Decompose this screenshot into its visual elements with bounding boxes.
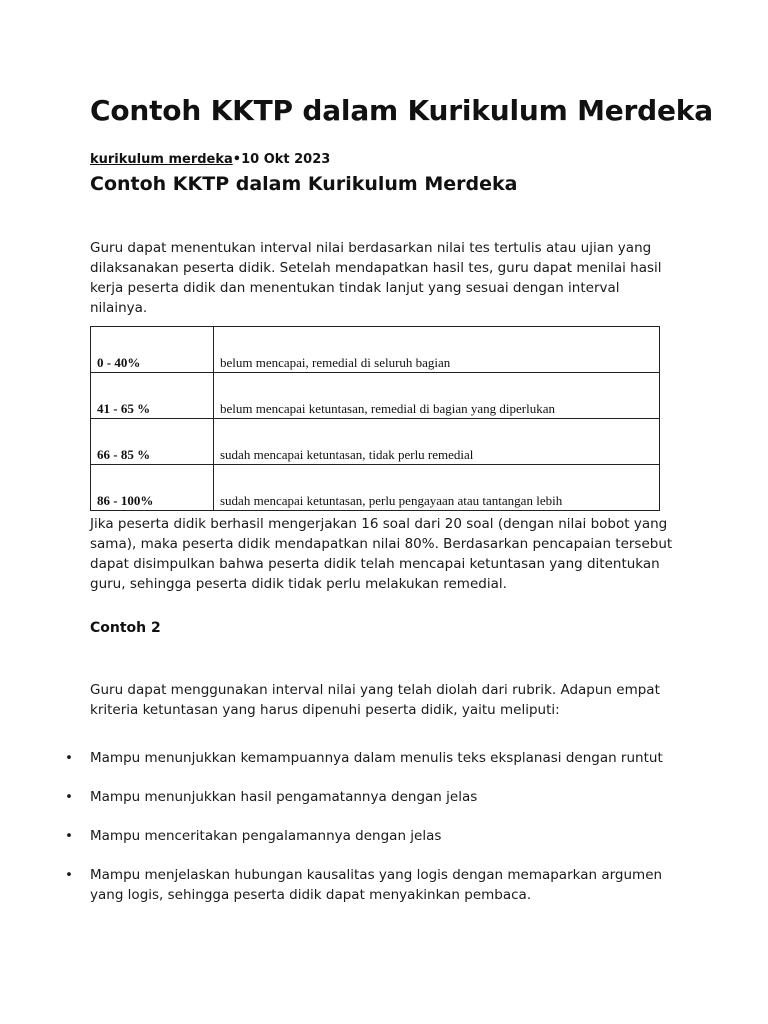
article-meta — [90, 152, 330, 167]
section-heading-contoh-2: Contoh 2 — [90, 620, 161, 636]
interval-description-cell: sudah mencapai ketuntasan, perlu pengayaan atau tantangan lebih — [214, 465, 660, 511]
meta-separator: • — [232, 152, 242, 167]
table-row — [91, 373, 660, 419]
category-link[interactable]: kurikulum merdeka — [90, 152, 233, 167]
intro-paragraph: Guru dapat menentukan interval nilai berdasarkan nilai tes tertulis atau ujian yang dilaksanakan peserta didik. Setelah mendapatkan hasil tes, guru dapat menilai hasil kerja peserta didik dan menentukan tindak lanjut yang sesuai dengan interval nilainya. — [90, 240, 662, 316]
interval-range-cell: 41 - 65 % — [91, 373, 214, 419]
bullet-icon: • — [65, 750, 73, 766]
list-item-text: Mampu menunjukkan hasil pengamatannya dengan jelas — [90, 789, 478, 805]
bullet-icon: • — [65, 828, 73, 844]
kktp-interval-table — [90, 326, 660, 511]
list-item-text: Mampu menunjukkan kemampuannya dalam menulis teks eksplanasi dengan runtut — [90, 750, 663, 766]
page-title: Contoh KKTP dalam Kurikulum Merdeka — [90, 94, 713, 127]
list-item — [62, 787, 692, 807]
list-item-text: Mampu menceritakan pengalamannya dengan jelas — [90, 828, 442, 844]
article-subtitle: Contoh KKTP dalam Kurikulum Merdeka — [90, 173, 518, 195]
interval-range-cell: 0 - 40% — [91, 327, 214, 373]
interval-description-cell: sudah mencapai ketuntasan, tidak perlu remedial — [214, 419, 660, 465]
table-row — [91, 327, 660, 373]
list-item — [62, 865, 692, 905]
interval-description-cell: belum mencapai, remedial di seluruh bagian — [214, 327, 660, 373]
table-row — [91, 465, 660, 511]
interval-range-cell: 86 - 100% — [91, 465, 214, 511]
list-item — [62, 748, 692, 768]
interval-description-cell: belum mencapai ketuntasan, remedial di bagian yang diperlukan — [214, 373, 660, 419]
bullet-icon: • — [65, 867, 73, 883]
criteria-list — [62, 748, 692, 924]
publish-date: 10 Okt 2023 — [241, 152, 331, 167]
table-row — [91, 419, 660, 465]
interval-range-cell: 66 - 85 % — [91, 419, 214, 465]
rubric-intro-paragraph: Guru dapat menggunakan interval nilai yang telah diolah dari rubrik. Adapun empat kriteria ketuntasan yang harus dipenuhi peserta didik, yaitu meliputi: — [90, 682, 660, 718]
list-item — [62, 826, 692, 846]
example-explanation-paragraph: Jika peserta didik berhasil mengerjakan 16 soal dari 20 soal (dengan nilai bobot yang sama), maka peserta didik mendapatkan nilai 80%. Berdasarkan pencapaian tersebut dapat disimpulkan bahwa peserta didik telah mencapai ketuntasan yang ditentukan guru, sehingga peserta didik tidak perlu melakukan remedial. — [90, 516, 673, 592]
list-item-text: Mampu menjelaskan hubungan kausalitas yang logis dengan memaparkan argumen yang logis, sehingga peserta didik dapat menyakinkan pembaca. — [90, 867, 663, 903]
bullet-icon: • — [65, 789, 73, 805]
